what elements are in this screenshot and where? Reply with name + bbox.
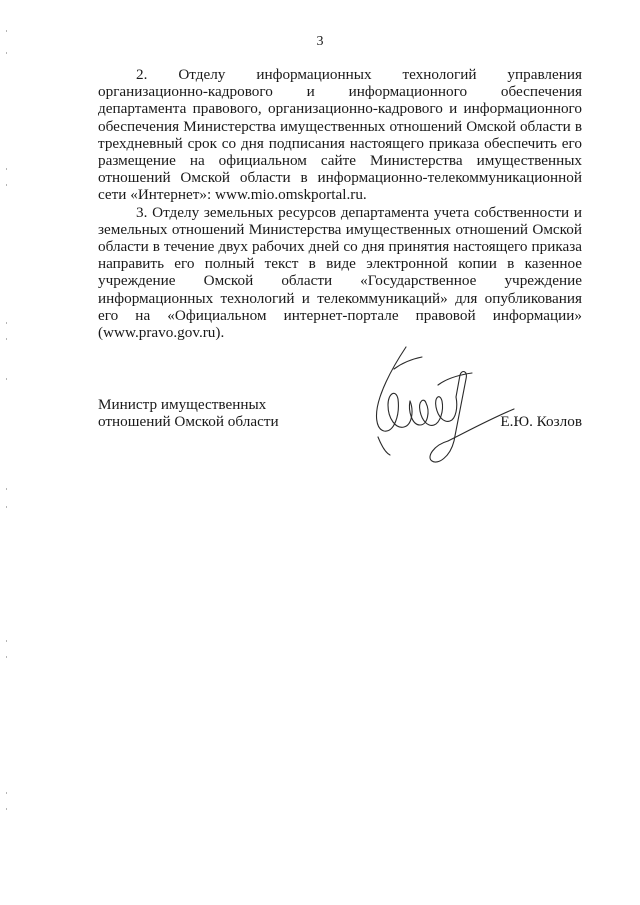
page-number: 3 bbox=[316, 34, 324, 49]
document-body bbox=[98, 66, 582, 341]
signatory-position-line-1: Министр имущественных bbox=[98, 396, 267, 413]
signatory-position bbox=[98, 396, 279, 430]
signature-block bbox=[98, 396, 582, 476]
signatory-position-line-2: отношений Омской области bbox=[98, 413, 279, 431]
signatory-name: Е.Ю. Козлов bbox=[500, 413, 582, 430]
paragraph-item-3: 3. Отделу земельных ресурсов департамента учета собственности и земельных отношений Министерства имущественных отношений Омской области в течение двух рабочих дней со дня принятия настоящего приказа направить его полный текст в виде электронной копии в казенное учреждение Омской области «Государственное учреждение информационных технологий и телекоммуникаций» для опубликования его на «Официальном интернет-портале правовой информации» (www.pravo.gov.ru). bbox=[98, 203, 582, 342]
scan-margin-marks bbox=[6, 0, 8, 905]
paragraph-item-2: 2. Отделу информационных технологий управления организационно-кадрового и информационного обеспечения департамента правового, организационно-кадрового и информационного обеспечения Министерства имущественных отношений Омской области в трехдневный срок со дня подписания настоящего приказа обеспечить его размещение на официальном сайте Министерства имущественных отношений Омской области в информационно-телекоммуникационной сети «Интернет»: www.mio.omskportal.ru. bbox=[98, 66, 582, 204]
